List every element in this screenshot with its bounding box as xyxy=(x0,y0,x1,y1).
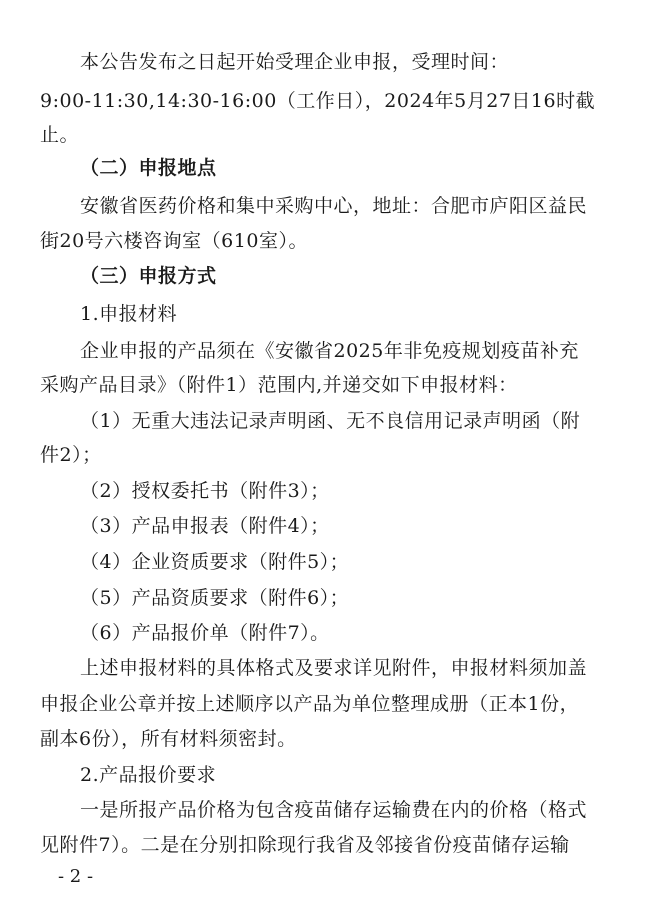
list-item: （1）无重大违法记录声明函、无不良信用记录声明函（附 xyxy=(80,410,581,432)
list-item: （5）产品资质要求（附件6）； xyxy=(80,587,350,609)
list-item-continuation: 件2）； xyxy=(40,444,102,466)
paragraph-line: 一是所报产品价格为包含疫苗储存运输费在内的价格（格式 xyxy=(80,799,588,821)
paragraph-line: 9:00-11:30,14:30-16:00（工作日），2024年5月27日16时截 xyxy=(40,90,596,112)
list-item: （6）产品报价单（附件7）。 xyxy=(80,622,330,644)
paragraph-line: 采购产品目录》（附件1）范围内,并递交如下申报材料： xyxy=(40,374,518,396)
paragraph-line: 上述申报材料的具体格式及要求详见附件，申报材料须加盖 xyxy=(80,657,588,679)
paragraph-line: 申报企业公章并按上述顺序以产品为单位整理成册（正本1份， xyxy=(40,693,580,715)
paragraph-line: 企业申报的产品须在《安徽省2025年非免疫规划疫苗补充 xyxy=(80,340,579,362)
list-item: （2）授权委托书（附件3）； xyxy=(80,480,330,502)
paragraph-line: 止。 xyxy=(40,124,80,146)
paragraph-line: 安徽省医药价格和集中采购中心，地址：合肥市庐阳区益民 xyxy=(80,195,588,217)
paragraph-line: 本公告发布之日起开始受理企业申报，受理时间： xyxy=(80,51,510,73)
subsection-heading: 2.产品报价要求 xyxy=(80,764,217,786)
section-heading: （二）申报地点 xyxy=(80,157,217,179)
page-number: - 2 - xyxy=(58,866,94,887)
subsection-heading: 1.申报材料 xyxy=(80,303,178,325)
paragraph-line: 见附件7）。二是在分别扣除现行我省及邻接省份疫苗储存运输 xyxy=(40,834,570,856)
list-item: （4）企业资质要求（附件5）； xyxy=(80,551,350,573)
paragraph-line: 街20号六楼咨询室（610室）。 xyxy=(40,230,308,252)
paragraph-line: 副本6份），所有材料须密封。 xyxy=(40,728,297,750)
list-item: （3）产品申报表（附件4）； xyxy=(80,515,330,537)
section-heading: （三）申报方式 xyxy=(80,265,217,287)
